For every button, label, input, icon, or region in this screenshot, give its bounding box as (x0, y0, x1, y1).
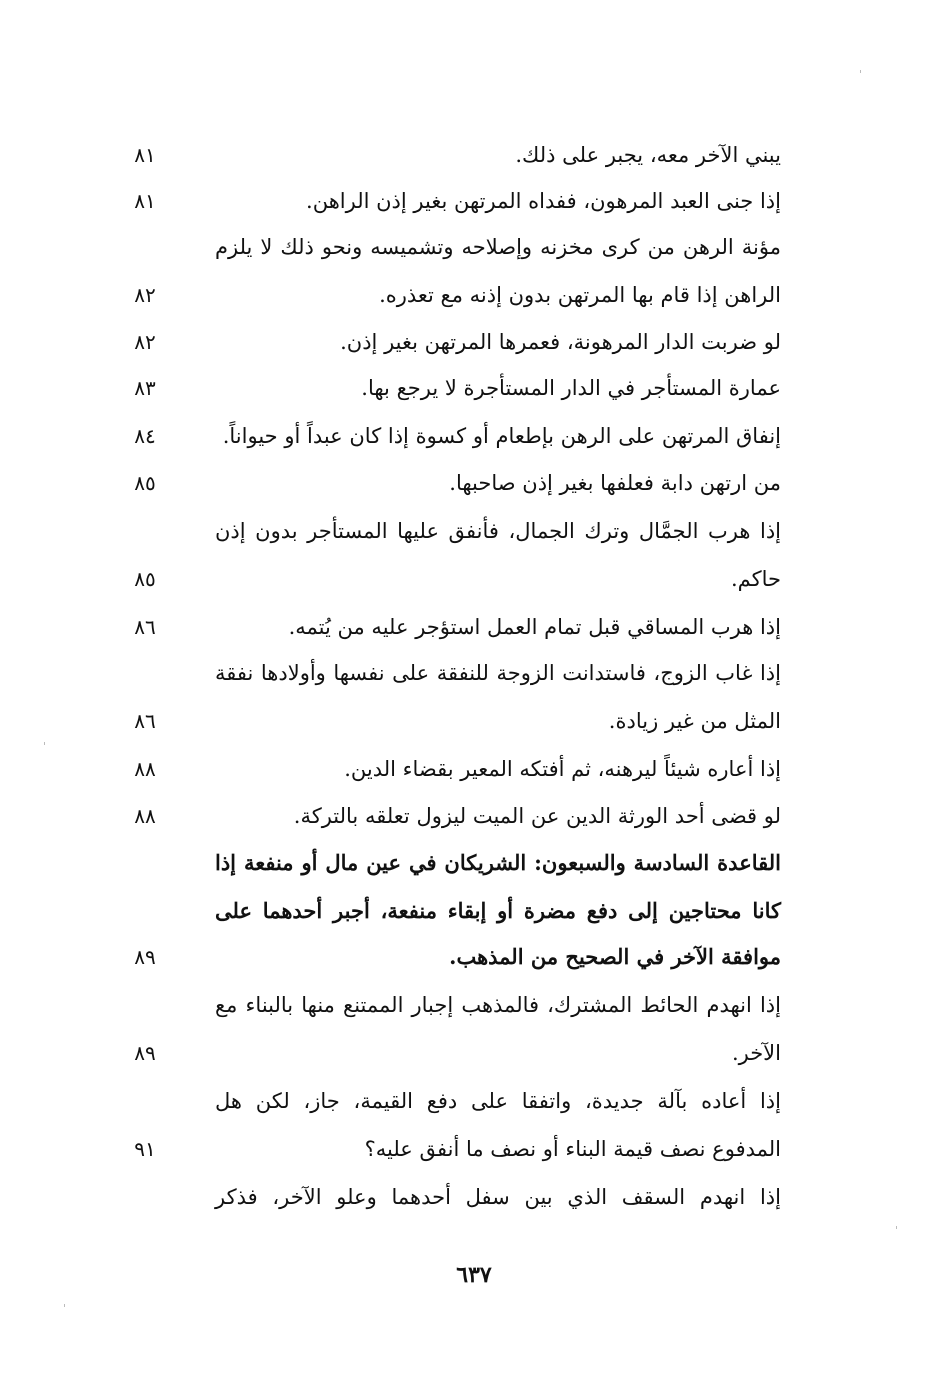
entry-text: إذا أعاده بآلة جديدة، واتفقا على دفع القيمة، جاز، لكن هل (215, 1089, 781, 1113)
entry-page-ref: ٨١ (134, 143, 156, 167)
entry-page-ref: ٨٥ (134, 471, 156, 495)
entry-page-ref (120, 1182, 170, 1212)
entry-page-ref: ٨٦ (134, 709, 156, 733)
entry-text: إذا أعاره شيئاً ليرهنه، ثم أفتكه المعير بقضاء الدين. (344, 757, 781, 781)
entry-text: من ارتهن دابة فعلفها بغير إذن صاحبها. (449, 471, 781, 495)
entry-text: إذا جنى العبد المرهون، ففداه المرتهن بغير إذن الراهن. (306, 189, 781, 213)
entry-page-ref: ٨٥ (134, 567, 156, 591)
scan-speck (860, 70, 861, 73)
entry-page-ref (120, 990, 170, 1020)
entry-page-ref: ٨١ (134, 189, 156, 213)
rule-heading-text: كانا محتاجين إلى دفع مضرة أو إبقاء منفعة، أجبر أحدهما على (215, 898, 781, 923)
entry-page-ref (120, 516, 170, 546)
entry-page-ref: ٨٤ (134, 424, 156, 448)
entry-text: مؤنة الرهن من كرى مخزنه وإصلاحه وتشميسه ونحو ذلك لا يلزم (215, 235, 781, 259)
entry-text: إذا غاب الزوج، فاستدانت الزوجة للنفقة على نفسها وأولادها نفقة (215, 661, 781, 685)
entry-page-ref: ٨٩ (134, 945, 156, 969)
entry-text: إذا هرب الجمَّال وترك الجمال، فأنفق عليها المستأجر بدون إذن (215, 519, 781, 543)
entry-page-ref (120, 896, 170, 926)
entry-text: يبني الآخر معه، يجبر على ذلك. (515, 143, 781, 167)
scan-speck (44, 742, 45, 745)
entry-page-ref (120, 658, 170, 688)
entry-page-ref: ٩١ (134, 1137, 156, 1161)
entry-page-ref (120, 1086, 170, 1116)
entry-page-ref: ٨٢ (134, 330, 156, 354)
entry-text: الآخر. (731, 1041, 781, 1065)
entry-page-ref (120, 232, 170, 262)
entry-page-ref: ٨٩ (134, 1041, 156, 1065)
rule-heading-text: القاعدة السادسة والسبعون: الشريكان في عين مال أو منفعة إذا (215, 850, 781, 875)
entry-page-ref: ٨٨ (134, 757, 156, 781)
entry-text: الراهن إذا قام بها المرتهن بدون إذنه مع تعذره. (379, 283, 781, 307)
entry-text: إنفاق المرتهن على الرهن بإطعام أو كسوة إذا كان عبداً أو حيواناً. (222, 424, 781, 448)
entry-text: لو ضربت الدار المرهونة، فعمرها المرتهن بغير إذن. (340, 330, 781, 354)
entry-text: إذا هرب المساقي قبل تمام العمل استؤجر عليه من يُتمه. (288, 615, 781, 639)
entry-text: حاكم. (730, 567, 781, 591)
entry-text: إذا انهدم الحائط المشترك، فالمذهب إجبار الممتنع منها بالبناء مع (215, 993, 781, 1017)
scan-speck (896, 1226, 897, 1229)
entry-text: المثل من غير زيادة. (608, 709, 781, 733)
entry-page-ref: ٨٨ (134, 804, 156, 828)
entry-page-ref (120, 848, 170, 878)
entry-text: المدفوع نصف قيمة البناء أو نصف ما أنفق عليه؟ (364, 1137, 781, 1161)
entry-page-ref: ٨٣ (134, 376, 156, 400)
rule-heading-text: موافقة الآخر في الصحيح من المذهب. (449, 944, 781, 969)
entry-text: عمارة المستأجر في الدار المستأجرة لا يرجع بها. (361, 376, 781, 400)
entry-page-ref: ٨٢ (134, 283, 156, 307)
entry-text: إذا انهدم السقف الذي بين سفل أحدهما وعلو الآخر، فذكر (215, 1185, 781, 1209)
entry-page-ref: ٨٦ (134, 615, 156, 639)
page-number: ٦٣٧ (456, 1262, 492, 1288)
entry-text: لو قضى أحد الورثة الدين عن الميت ليزول تعلقه بالتركة. (293, 804, 781, 828)
scan-speck (64, 1304, 65, 1307)
